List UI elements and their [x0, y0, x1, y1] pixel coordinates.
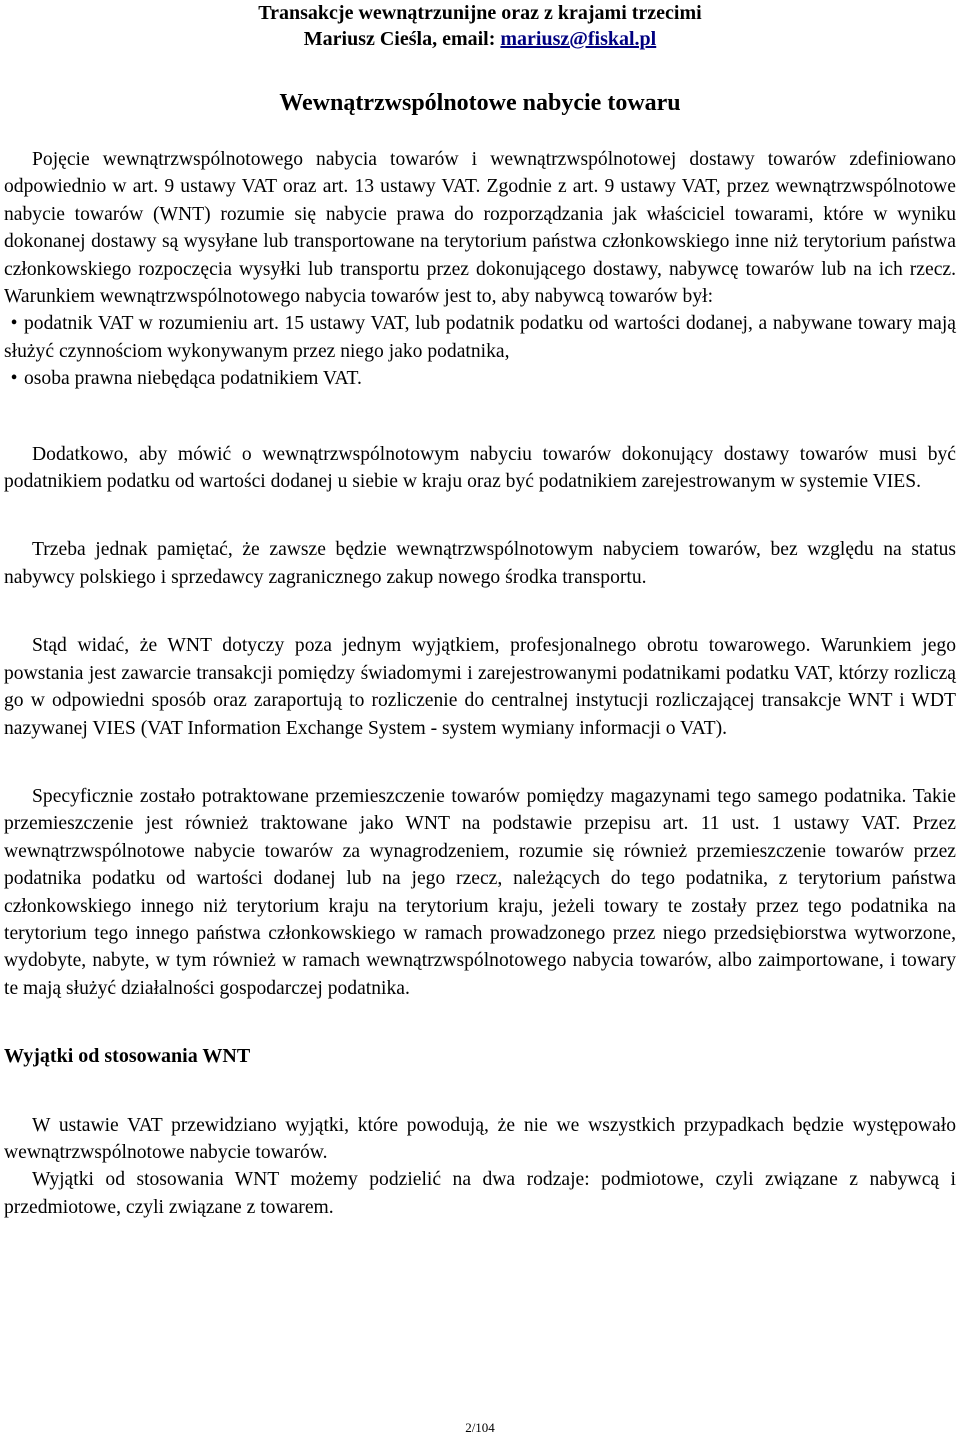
page-title: Wewnątrzwspólnotowe nabycie towaru	[279, 90, 681, 116]
paragraph-definition: Pojęcie wewnątrzwspólnotowego nabycia towarów i wewnątrzwspólnotowej dostawy towarów zdefiniowano odpowiednio w art. 9 ustawy VAT oraz art. 13 ustawy VAT. Zgodnie z art. 9 ustawy VAT, przez wewnątrzwspólnotowe nabycie towarów (WNT) rozumie się nabycie prawa do rozporządzania jak właściciel towarami, które w wyniku dokonanej dostawy są wysyłane lub transportowane na terytorium państwa członkowskiego inne niż terytorium państwa członkowskiego rozpoczęcia wysyłki lub transportu przez dokonującego dostawy, nabywcę towarów lub na ich rzecz. Warunkiem wewnątrzwspólnotowego nabycia towarów jest to, aby nabywcą towarów był:	[4, 149, 956, 308]
list-item	[4, 365, 956, 392]
paragraph-additional: Dodatkowo, aby mówić o wewnątrzwspólnotowym nabyciu towarów dokonujący dostawy towarów musi być podatnikiem podatku od wartości dodanej u siebie w kraju oraz być podatnikiem zarejestrowanym w systemie VIES.	[4, 443, 956, 493]
email-link[interactable]: mariusz@fiskal.pl	[500, 28, 657, 50]
list-item	[4, 310, 956, 365]
page-number: 2/104	[465, 1420, 495, 1435]
paragraph-professional: Stąd widać, że WNT dotyczy poza jednym wyjątkiem, profesjonalnego obrotu towarowego. Warunkiem jego powstania jest zawarcie transakcji pomiędzy świadomymi i zarejestrowanymi podatnikami podatku VAT, którzy rozliczą go w odpowiedni sposób oraz zaraportują to rozliczenie do centralnej instytucji rozliczającej transakcje WNT i WDT nazywanej VIES (VAT Information Exchange System - system wymiany informacji o VAT).	[4, 635, 956, 739]
paragraph-transfer: Specyficznie zostało potraktowane przemieszczenie towarów pomiędzy magazynami tego samego podatnika. Takie przemieszczenie jest również traktowane jako WNT na podstawie przepisu art. 11 ust. 1 ustawy VAT. Przez wewnątrzwspólnotowe nabycie towarów za wynagrodzeniem, rozumie się również przemieszczenie towarów przez podatnika podatku od wartości dodanej lub na jego rzecz, należących do tego podatnika, z terytorium państwa członkowskiego innego niż terytorium kraju na terytorium kraju, jeżeli towary te zostały przez tego podatnika na terytorium tego innego państwa członkowskiego w ramach prowadzonego przez niego przedsiębiorstwa wytworzone, wydobyte, nabyte, w tym również w ramach wewnątrzwspólnotowego nabycia towarów, albo zaimportowane, i towary te mają służyć działalności gospodarczej podatnika.	[4, 785, 956, 999]
list-item-text: podatnik VAT w rozumieniu art. 15 ustawy VAT, lub podatnik podatku od wartości dodanej, a nabywane towary mają służyć czynnościom wykonywanym przez niego jako podatnika,	[4, 313, 956, 362]
paragraph-exception-types: Wyjątki od stosowania WNT możemy podzielić na dwa rodzaje: podmiotowe, czyli związane z nabywcą i przedmiotowe, czyli związane z towarem.	[4, 1169, 956, 1218]
author-name: Mariusz Cieśla, email:	[303, 28, 501, 50]
header-title: Transakcje wewnątrzunijne oraz z krajami trzecimi	[258, 2, 702, 24]
page-header	[0, 0, 960, 52]
paragraph-new-transport: Trzeba jednak pamiętać, że zawsze będzie wewnątrzwspólnotowym nabyciem towarów, bez względu na status nabywcy polskiego i sprzedawcy zagranicznego zakup nowego środka transportu.	[4, 539, 956, 588]
header-author	[0, 26, 960, 52]
bullet-icon: •	[10, 313, 18, 335]
document-body	[4, 146, 956, 1221]
bullet-icon: •	[10, 368, 18, 390]
section-heading: Wyjątki od stosowania WNT	[4, 1045, 251, 1068]
list-item-text: osoba prawna niebędąca podatnikiem VAT.	[24, 368, 362, 390]
paragraph-exceptions: W ustawie VAT przewidziano wyjątki, które powodują, że nie we wszystkich przypadkach będzie występowało wewnątrzwspólnotowe nabycie towarów.	[4, 1114, 956, 1163]
